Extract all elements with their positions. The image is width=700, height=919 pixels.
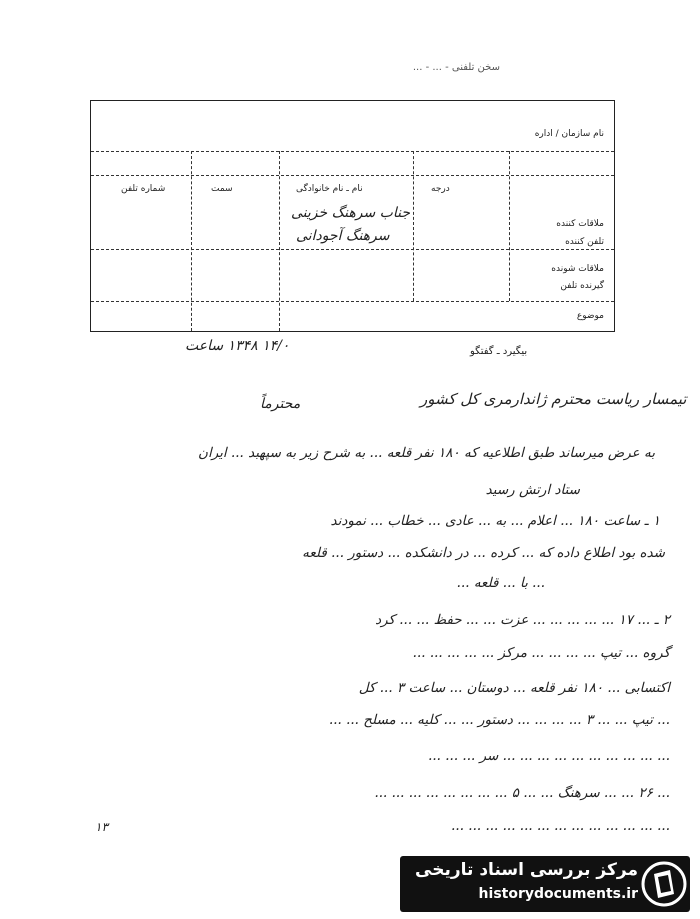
letter-line-6: ۲ ـ ... ۱۷ ... ... ... ... ... عزت ... ... حفظ ... ... کرد (375, 612, 670, 628)
archive-logo-icon (640, 860, 688, 908)
col-phone: شماره تلفن (121, 184, 166, 194)
col-rank: درجه (431, 184, 450, 194)
filled-name-1: جناب سرهنگ خزینی (291, 205, 410, 221)
talk-label: بیگیرد ـ گفتگو (470, 346, 528, 357)
handwritten-date: ۱۴/۰ ۱۳۴۸ ساعت (185, 338, 290, 354)
page-marker: ۱۳ (95, 820, 108, 834)
row-caller-1: ملاقات کننده (556, 219, 604, 229)
letter-line-2: ستاد ارتش رسید (485, 482, 580, 498)
letter-line-12: ... ... ... ... ... ... ... ... ... ... ... ... ... (451, 818, 670, 834)
form-top-header: سخن تلفنی - ... - ... (412, 62, 500, 73)
letter-line-5: ... با ... قلعه ... (456, 575, 545, 591)
letter-line-10: ... ... ... ... ... ... ... ... ... ... سر ... ... ... (428, 748, 670, 764)
col-position: سمت (211, 184, 233, 194)
col-name: نام ـ نام خانوادگی (296, 184, 363, 194)
row-callee-1: ملاقات شونده (551, 264, 604, 274)
letter-salutation: تیمسار ریاست محترم ژاندارمری کل کشور (420, 390, 687, 408)
archive-site-url[interactable]: historydocuments.ir (478, 886, 638, 902)
filled-name-2: سرهنگ آجودانی (296, 228, 390, 244)
letter-line-9: ... تیپ ... ... ۳ ... ... ... ... دستور ... ... کلیه ... مسلح ... ... (328, 712, 670, 728)
letter-greeting: محترماً (260, 396, 301, 412)
letter-line-7: گروه ... تیپ ... ... ... ... مرکز ... ... ... ... ... (412, 645, 670, 661)
archive-center-name: مرکز بررسی اسناد تاریخی (415, 860, 638, 880)
letter-line-3: ۱ ـ ساعت ۱۸۰ ... اعلام ... به ... عادی ... خطاب ... نمودند (330, 513, 660, 529)
letter-line-4: شده بود اطلاع داده که ... کرده ... در دانشکده ... دستور ... قلعه (302, 545, 665, 561)
form-table (90, 100, 615, 332)
letter-line-8: اکتسابی ... ۱۸۰ نفر قلعه ... دوستان ... ساعت ۳ ... کل (358, 680, 670, 696)
row-caller-2: تلفن کننده (565, 237, 604, 247)
letter-line-11: ... ۲۶ ... ... سرهنگ ... ... ۵ ... ... ... ... ... ... ... ... (374, 785, 670, 801)
row-subject: موضوع (576, 311, 604, 321)
row-callee-2: گیرنده تلفن (560, 281, 604, 291)
letter-line-1: به عرض میرساند طبق اطلاعیه که ۱۸۰ نفر قلعه ... به شرح زیر به سپهبد ... ایران (198, 445, 655, 461)
org-label: نام سازمان / اداره (534, 129, 604, 139)
